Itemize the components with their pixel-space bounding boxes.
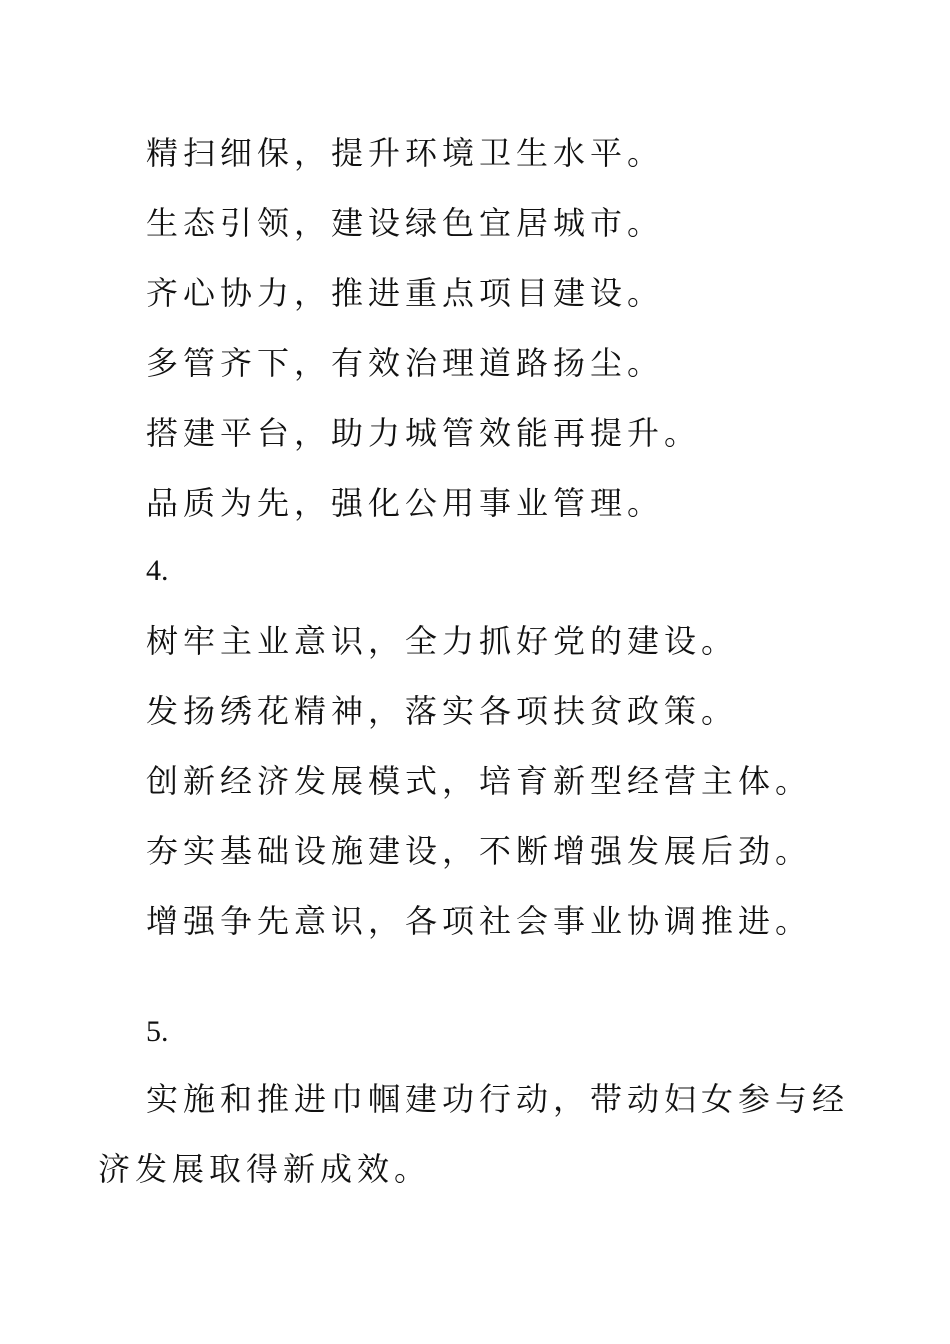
section3-line: 搭建平台，助力城管效能再提升。	[146, 414, 702, 452]
section5-number: 5.	[146, 1015, 169, 1048]
section4-number: 4.	[146, 554, 169, 587]
section4-line: 发扬绣花精神，落实各项扶贫政策。	[146, 692, 739, 730]
section4-line: 树牢主业意识，全力抓好党的建设。	[146, 622, 739, 660]
section3-line: 生态引领，建设绿色宜居城市。	[146, 204, 665, 242]
section3-line: 多管齐下，有效治理道路扬尘。	[146, 344, 665, 382]
section4-line: 创新经济发展模式，培育新型经营主体。	[146, 762, 813, 800]
section5-paragraph: 实施和推进巾帼建功行动，带动妇女参与经济发展取得新成效。	[98, 1080, 850, 1188]
section4-line: 夯实基础设施建设，不断增强发展后劲。	[146, 832, 813, 870]
section3-line: 精扫细保，提升环境卫生水平。	[146, 134, 665, 172]
section3-line: 品质为先，强化公用事业管理。	[146, 484, 665, 522]
section4-line: 增强争先意识，各项社会事业协调推进。	[146, 902, 813, 940]
section3-line: 齐心协力，推进重点项目建设。	[146, 274, 665, 312]
